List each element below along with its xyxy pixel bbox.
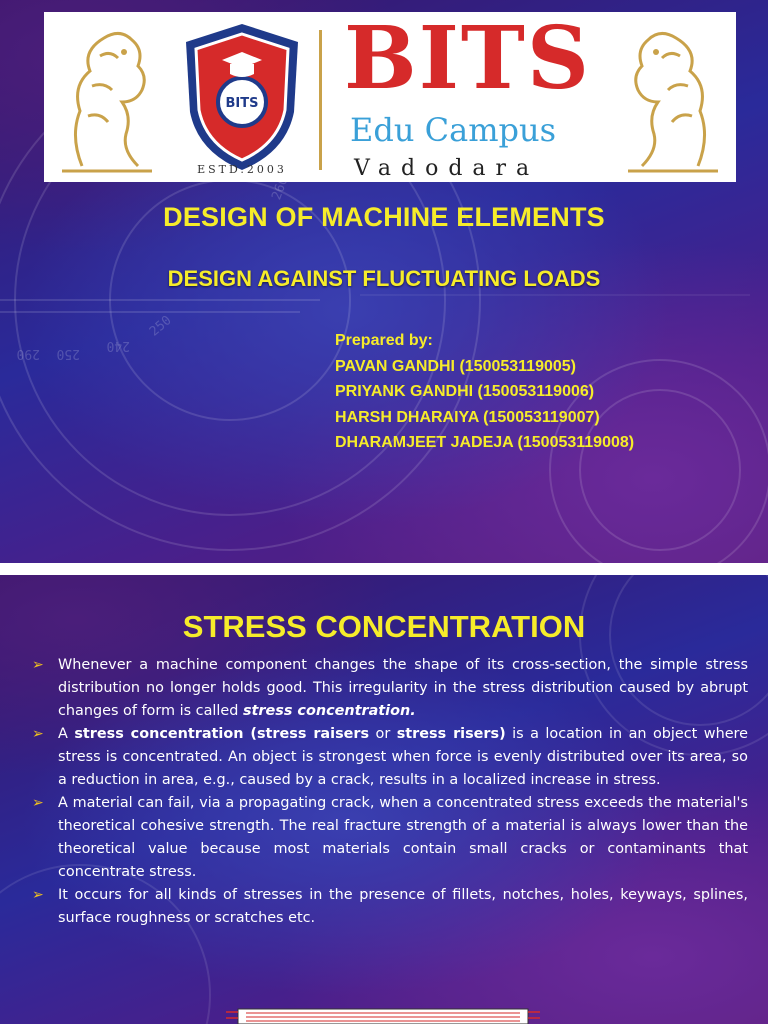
bullet-text: It occurs for all kinds of stresses in the presence of fillets, notches, holes, keyways, splines, surface roughness or scratches etc. [58,887,748,926]
slide-subtitle: DESIGN AGAINST FLUCTUATING LOADS [167,266,601,291]
dial-number: 240 [106,338,130,353]
dial-number: 250 [56,346,80,361]
bullet-text: is a location in an object where stress is concentrated. An object is strongest when force is evenly distributed over its area, so a reduction in area, e.g., caused by a crack, results in a localized increase in stress. [58,726,748,788]
bullet-emphasis: stress concentration (stress raisers [74,726,370,742]
bullet-list [32,654,748,930]
list-item [32,723,748,792]
author-name: PRIYANK GANDHI (150053119006) [335,383,595,400]
campus-name: Edu Campus [350,111,557,149]
city-name: Vadodara [354,156,540,181]
arrow-right-icon: ➢ [32,795,44,811]
divider [319,30,322,170]
bullet-text: Whenever a machine component changes the shape of its cross-section, the simple stress distribution no longer holds good. This irregularity in the stress distribution caused by abrupt changes of form is called [58,657,748,719]
dial-number: 290 [16,346,40,361]
arrow-right-icon: ➢ [32,887,44,903]
prepared-by-label: Prepared by: [335,332,433,349]
bullet-text: or [369,726,397,742]
merlion-icon [52,16,162,178]
estd-label: ESTD.2003 [197,163,287,176]
prepared-by-block [335,328,634,456]
arrow-right-icon: ➢ [32,657,44,673]
dial-number: 250 [146,313,175,340]
bullet-emphasis: stress risers) [396,726,506,742]
dial-number: 260 [269,174,292,203]
content-slide [0,575,768,1024]
slide-gap [0,563,768,575]
slide-title: STRESS CONCENTRATION [182,609,586,644]
merlion-icon [618,16,728,178]
stress-bar-diagram [226,1003,540,1024]
author-name: PAVAN GANDHI (150053119005) [335,357,576,375]
bullet-text: A [58,726,75,742]
slide-title: DESIGN OF MACHINE ELEMENTS [163,202,605,232]
bullet-text: A material can fail, via a propagating crack, when a concentrated stress exceeds the material's theoretical cohesive strength. The real fracture strength of a material is always lower than the theoretical value because most materials contain small cracks or contaminants that concentrate stress. [58,795,748,880]
institute-crest-icon [176,20,308,176]
bullet-emphasis: stress concentration. [242,703,416,719]
list-item [32,792,748,884]
arrow-right-icon: ➢ [32,726,44,742]
list-item [32,654,748,723]
institute-banner [44,8,736,182]
brand-name: BITS [344,8,592,109]
list-item [32,884,748,930]
crest-label: BITS [225,96,259,111]
author-name: DHARAMJEET JADEJA (150053119008) [335,434,635,451]
author-name: HARSH DHARAIYA (150053119007) [335,408,600,426]
